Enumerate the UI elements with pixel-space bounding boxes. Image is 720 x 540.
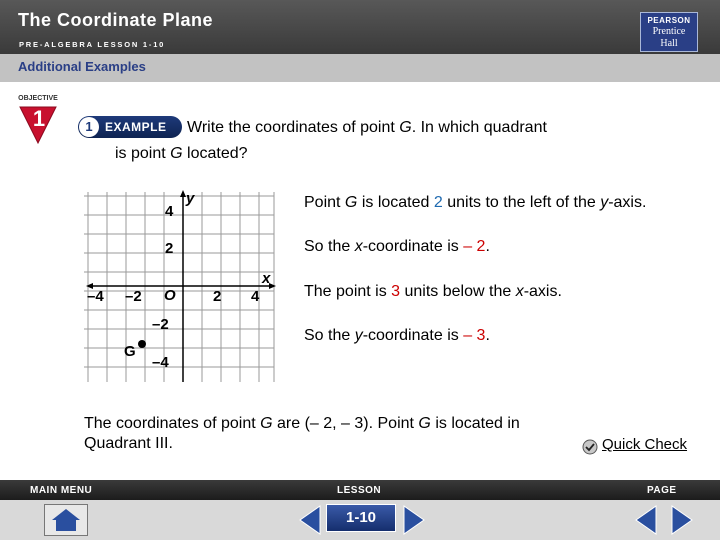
text: -coordinate is: [362, 238, 464, 255]
right-arrow-icon: [672, 506, 692, 534]
home-button[interactable]: [44, 504, 88, 536]
text: The point is: [304, 283, 392, 300]
lesson-subtitle: PRE-ALGEBRA LESSON 1-10: [19, 40, 166, 49]
page-prev-button[interactable]: [632, 504, 660, 536]
text: units to the left of the: [442, 194, 601, 211]
objective-marker: [12, 95, 64, 147]
footer-band: [0, 480, 720, 500]
coordinate-graph: [84, 186, 284, 382]
objective-number: 1: [32, 106, 46, 131]
x-tick-label: –4: [87, 288, 104, 305]
explanation-line2: [304, 235, 490, 259]
text: Point: [304, 194, 345, 211]
x-axis-label: x: [262, 270, 271, 287]
section-label: Additional Examples: [18, 59, 146, 74]
axis-name: y: [600, 194, 609, 211]
prompt-text: is point: [115, 145, 171, 162]
text: The coordinates of point: [84, 415, 261, 432]
explanation-line4: [304, 324, 490, 348]
left-arrow-icon: [300, 506, 320, 534]
y-tick-label: 4: [165, 203, 174, 220]
example-label: EXAMPLE: [105, 120, 167, 134]
point-name: G: [418, 415, 431, 432]
highlight-value: – 3: [463, 327, 486, 344]
y-tick-label: –4: [152, 354, 169, 371]
page-title: The Coordinate Plane: [18, 10, 214, 30]
quick-check-icon: [582, 439, 598, 455]
lesson-prev-button[interactable]: [296, 504, 324, 536]
prompt-text: Write the coordinates of point: [187, 119, 400, 136]
x-tick-label: –2: [125, 288, 142, 305]
logo-line2: Prentice: [652, 26, 686, 37]
origin-label: O: [164, 287, 176, 304]
objective-label: OBJECTIVE: [18, 95, 58, 102]
y-tick-label: –2: [152, 316, 169, 333]
lesson-label: LESSON: [337, 485, 382, 496]
header-bar: [0, 0, 720, 54]
text: So the: [304, 238, 355, 255]
point-g: [138, 340, 146, 348]
lesson-number-badge: 1-10: [326, 504, 396, 532]
logo-line1: PEARSON: [647, 16, 691, 25]
example-badge: [78, 116, 182, 138]
y-axis-label: y: [186, 190, 195, 207]
page-label: PAGE: [647, 485, 677, 496]
highlight-value: 2: [433, 194, 443, 211]
y-tick-label: 2: [165, 240, 174, 257]
axis-name: y: [354, 327, 363, 344]
prompt-point: G: [399, 119, 412, 136]
text: -coordinate is: [362, 327, 464, 344]
text: -axis.: [523, 283, 562, 300]
conclusion-line2: Quadrant III.: [84, 435, 173, 452]
text: .: [485, 327, 490, 344]
text: units below the: [400, 283, 516, 300]
point-name: G: [344, 194, 358, 211]
text: .: [485, 238, 490, 255]
explanation-line1: [304, 191, 646, 215]
explanation-line3: [304, 280, 562, 304]
axis-name: x: [354, 238, 363, 255]
x-tick-label: 2: [213, 288, 222, 305]
graph-grid: [84, 186, 284, 382]
right-arrow-icon: [404, 506, 424, 534]
text: So the: [304, 327, 355, 344]
text: -axis.: [608, 194, 647, 211]
main-menu-label: MAIN MENU: [30, 485, 93, 496]
axis-name: x: [515, 283, 524, 300]
page-next-button[interactable]: [668, 504, 696, 536]
x-tick-label: 4: [251, 288, 260, 305]
point-g-label: G: [124, 343, 136, 360]
text: is located: [357, 194, 434, 211]
pearson-logo: [640, 12, 698, 52]
example-prompt-line1: [187, 116, 547, 140]
lesson-next-button[interactable]: [400, 504, 428, 536]
point-name: G: [260, 415, 273, 432]
prompt-point: G: [170, 145, 183, 162]
example-prompt-line2: [115, 142, 248, 166]
text: are (– 2, – 3). Point: [272, 415, 419, 432]
section-bar: [0, 54, 720, 82]
logo-line3: Hall: [660, 38, 678, 49]
prompt-text: . In which quadrant: [411, 119, 547, 136]
left-arrow-icon: [636, 506, 656, 534]
text: is located in: [430, 415, 520, 432]
example-number: 1: [79, 117, 99, 137]
prompt-text: located?: [182, 145, 248, 162]
quick-check-label: Quick Check: [602, 436, 688, 453]
highlight-value: 3: [391, 283, 401, 300]
highlight-value: – 2: [463, 238, 486, 255]
